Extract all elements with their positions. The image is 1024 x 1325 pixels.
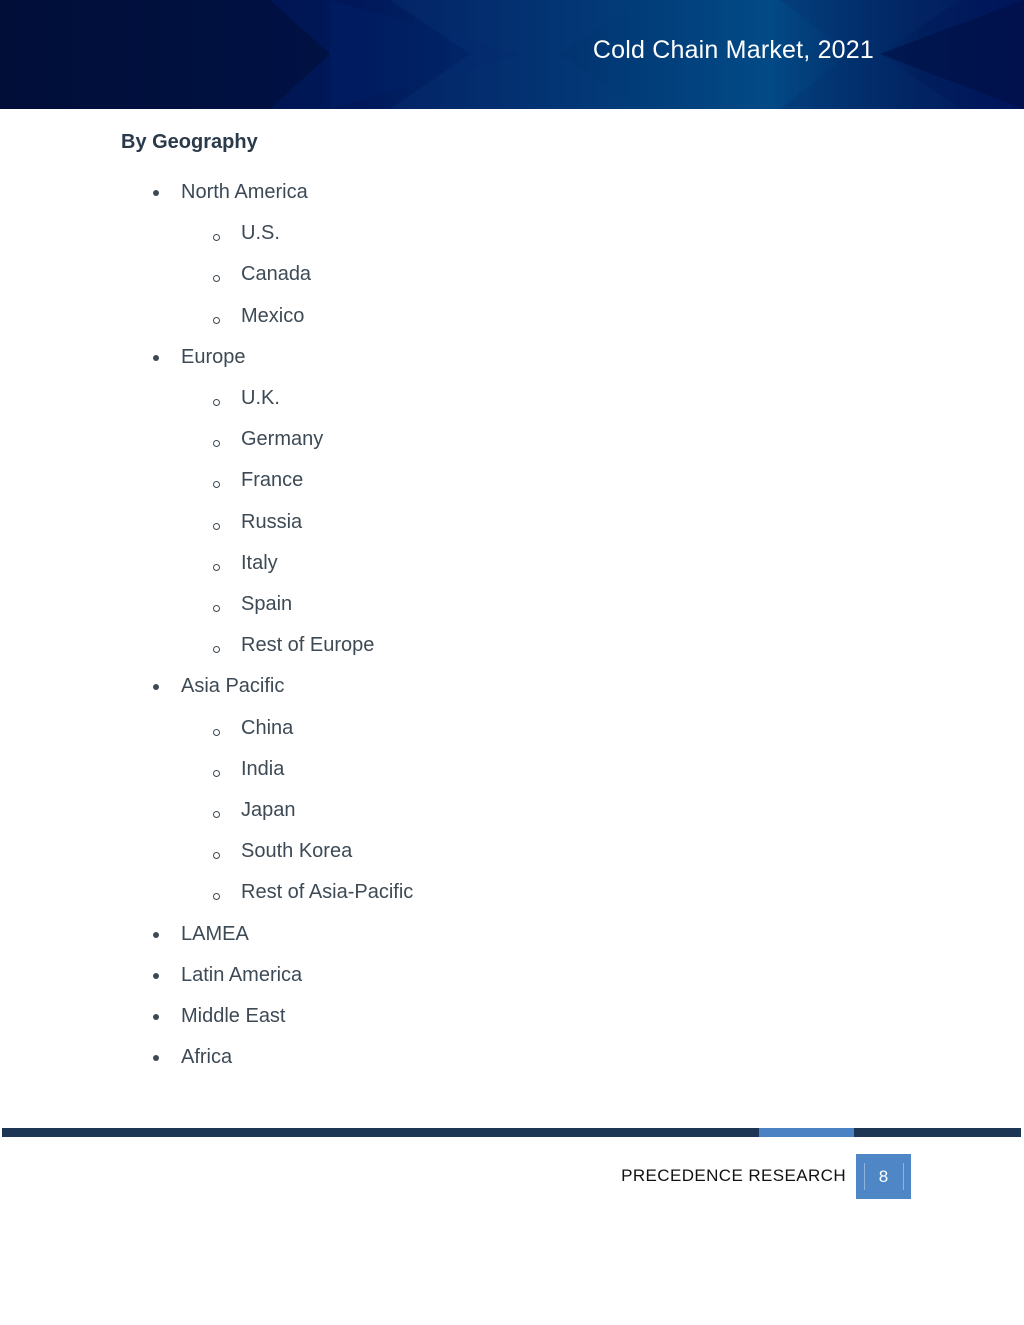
hollow-bullet-icon [213, 852, 220, 859]
list-item-country [241, 543, 278, 584]
list-item-country [241, 708, 293, 749]
list-item-country [241, 749, 284, 790]
list-item-country [241, 419, 323, 460]
bullet-icon [153, 684, 159, 690]
bullet-icon [153, 190, 159, 196]
list-item-label: Spain [241, 593, 293, 615]
list-item-region [181, 1037, 232, 1078]
list-item-label: Middle East [181, 1005, 286, 1027]
list-item-label: Africa [181, 1046, 233, 1069]
list-item-label: Canada [241, 263, 312, 286]
list-item-label: North America [181, 181, 308, 203]
hollow-bullet-icon [213, 729, 220, 736]
list-item-label: LAMEA [181, 922, 249, 945]
hollow-bullet-icon [213, 646, 220, 653]
bullet-icon [153, 973, 159, 979]
footer-accent-bar [759, 1128, 854, 1137]
list-item-country [241, 872, 413, 913]
list-item-label: Italy [241, 551, 278, 574]
list-item-country [241, 790, 296, 831]
list-item-country [241, 460, 303, 501]
list-item-country [241, 378, 280, 419]
hollow-bullet-icon [213, 564, 220, 571]
list-item-label: Germany [241, 428, 324, 451]
page-number-box [856, 1154, 911, 1199]
list-item-region [181, 914, 249, 955]
hollow-bullet-icon [213, 234, 220, 241]
bullet-icon [153, 1055, 159, 1061]
list-item-country [241, 831, 352, 872]
hollow-bullet-icon [213, 481, 220, 488]
hollow-bullet-icon [213, 317, 220, 324]
section-heading: By Geography [121, 131, 258, 153]
list-item-label: U.K. [241, 387, 280, 409]
list-item-label: Europe [181, 345, 246, 368]
footer-rule [2, 1128, 1021, 1137]
bullet-icon [153, 355, 159, 361]
list-item-region [181, 955, 302, 996]
hollow-bullet-icon [213, 399, 220, 406]
list-item-country [241, 254, 311, 295]
list-item-country [241, 584, 292, 625]
hollow-bullet-icon [213, 523, 220, 530]
hollow-bullet-icon [213, 770, 220, 777]
report-title: Cold Chain Market, 2021 [592, 36, 874, 64]
bullet-icon [153, 932, 159, 938]
list-item-label: Russia [241, 510, 303, 533]
list-item-label: Japan [241, 799, 296, 821]
hollow-bullet-icon [213, 275, 220, 282]
hollow-bullet-icon [213, 440, 220, 447]
list-item-region [181, 996, 286, 1037]
list-item-label: U.S. [241, 222, 280, 245]
footer-brand: PRECEDENCE RESEARCH [621, 1166, 846, 1185]
list-item-region [181, 337, 246, 378]
list-item-country [241, 296, 304, 337]
list-item-label: Rest of Europe [241, 634, 375, 657]
list-item-label: Mexico [241, 304, 305, 327]
list-item-label: Asia Pacific [181, 675, 285, 698]
list-item-region [181, 172, 308, 213]
list-item-country [241, 502, 302, 543]
list-item-country [241, 213, 280, 254]
list-item-label: India [241, 757, 285, 780]
list-item-label: China [241, 716, 294, 739]
bullet-icon [153, 1014, 159, 1020]
page-number: 8 [878, 1167, 889, 1186]
hollow-bullet-icon [213, 605, 220, 612]
list-item-label: Latin America [181, 963, 303, 986]
list-item-region [181, 666, 284, 707]
list-item-label: France [241, 469, 304, 492]
hollow-bullet-icon [213, 893, 220, 900]
hollow-bullet-icon [213, 811, 220, 818]
list-item-country [241, 625, 374, 666]
list-item-label: South Korea [241, 840, 353, 863]
page-header-banner [0, 0, 1024, 109]
list-item-label: Rest of Asia-Pacific [241, 881, 414, 904]
